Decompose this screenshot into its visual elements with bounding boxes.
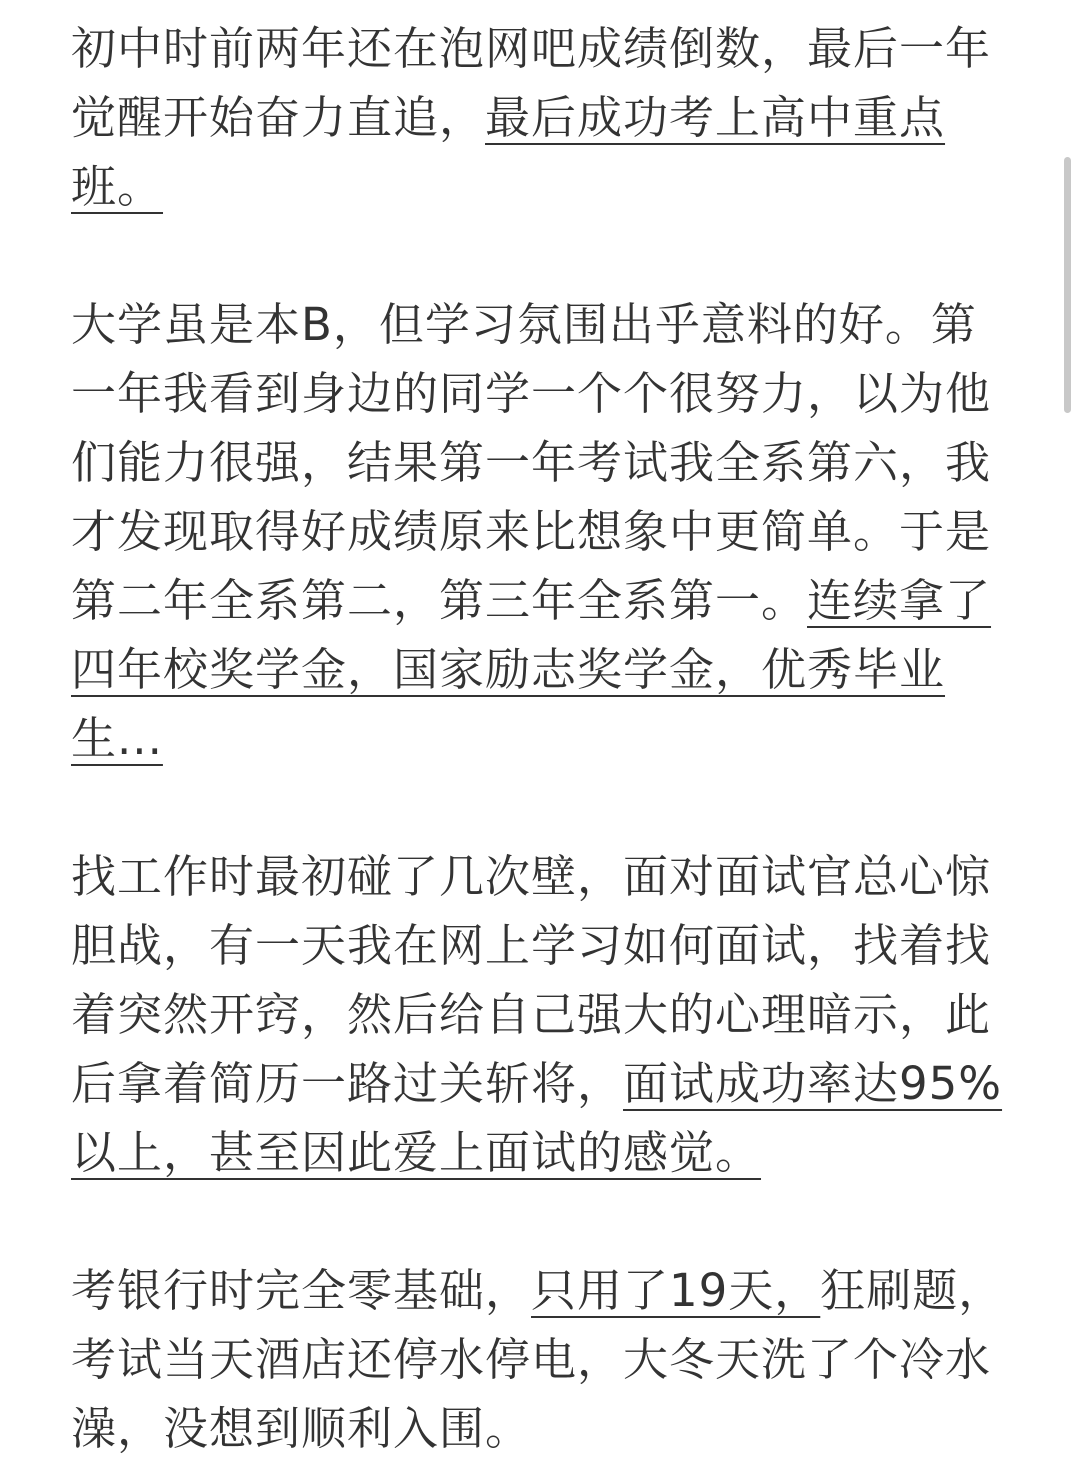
paragraph-gap: [71, 221, 1016, 290]
paragraph-text: 找工作时最初碰了几次壁，面对面试官总心惊胆战，有一天我在网上学习如何面试，找着找着突然开窍，然后给自己强大的心理暗示，此后拿着简历一路过关斩将，: [71, 850, 992, 1110]
paragraph-gap: [71, 1187, 1016, 1256]
underlined-highlight: 连续拿了四年校奖学金，国家励志奖学金，优秀毕业生...: [71, 574, 992, 765]
paragraph-text: 考银行时完全零基础，: [71, 1264, 532, 1317]
underlined-highlight: 最后成功考上高中重点班。: [71, 91, 946, 213]
paragraph-middle-school: [71, 14, 1016, 221]
underlined-highlight: 面试成功率达95%以上，甚至因此爱上面试的感觉。: [71, 1057, 1003, 1179]
paragraph-university: [71, 290, 1016, 773]
paragraph-text: 初中时前两年还在泡网吧成绩倒数，最后一年觉醒开始奋力直追，: [71, 22, 992, 144]
article-body: [71, 14, 1016, 1463]
vertical-scrollbar[interactable]: [1064, 157, 1071, 413]
underlined-highlight: 只用了19天，: [531, 1264, 821, 1317]
paragraph-gap: [71, 773, 1016, 842]
paragraph-job-search: [71, 842, 1016, 1187]
paragraph-text: 狂刷题，考试当天酒店还停水停电，大冬天洗了个冷水澡，没想到顺利入围。: [71, 1264, 1005, 1455]
paragraph-text: 大学虽是本B，但学习氛围出乎意料的好。第一年我看到身边的同学一个个很努力，以为他们能力很强，结果第一年考试我全系第六，我才发现取得好成绩原来比想象中更简单。于是第二年全系第二，第三年全系第一。: [71, 298, 992, 627]
